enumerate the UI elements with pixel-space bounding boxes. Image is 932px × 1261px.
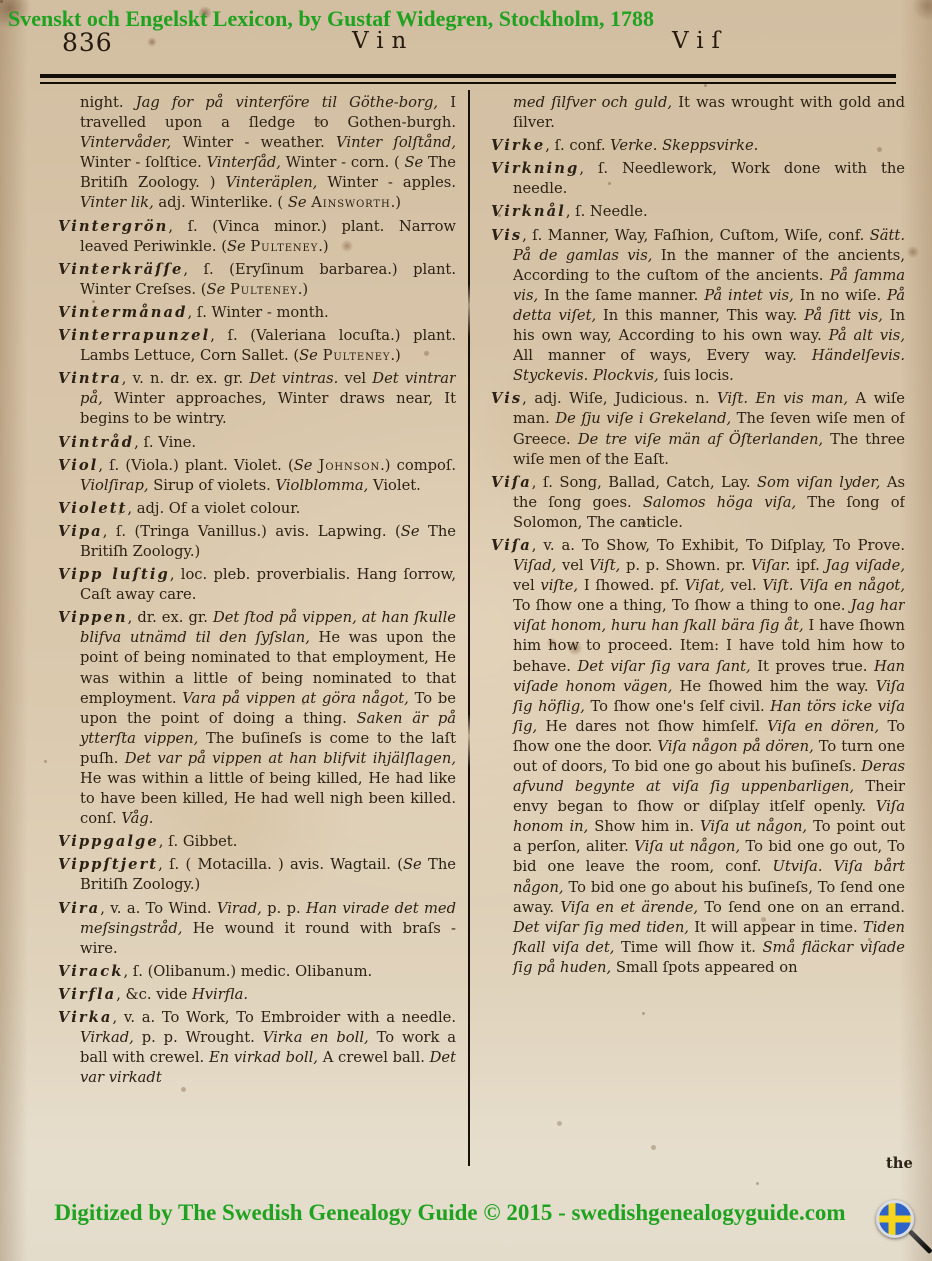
swedish-flag-lens: [876, 1200, 914, 1238]
dictionary-entry: Virack, ſ. (Olibanum.) medic. Olibanum.: [58, 962, 373, 980]
dictionary-entry: Virknål, ſ. Needle.: [491, 203, 648, 221]
dictionary-entry: Vintergrön, ſ. (Vinca minor.) plant. Narrow leaved Periwinkle. (Se Pulteney.): [58, 217, 456, 255]
dictionary-entry: Vipp luſtig, loc. pleb. proverbialis. Hang ſorrow, Caſt away care.: [58, 566, 456, 604]
right-column: [491, 93, 905, 1165]
dictionary-entry: Viſa, v. a. To Show, To Exhibit, To Diſplay, To Prove. Viſad, vel Viſt, p. p. Shown. pr. Viſar. ipf. Jag viſade, vel viſte, I ſhowed. pf. Viſat, vel. Viſt. Viſa en något, To ſhow one a thing, To ſhow a thing to one. Jag har viſat honom, huru han ſkall bära ſig åt, I have ſhown him how to proceed. Item: I have told him how to behave. Det viſar ſig vara ſant, It proves true. Han viſade honom vägen, He ſhowed him the way. Viſa ſig höflig, To ſhow one's ſelf civil. Han törs icke viſa ſig, He dares not ſhow himſelf. Viſa en dören, To ſhow one the door. Viſa någon på dören, To turn one out of doors, To bid one go about his buſineſs. Deras afvund begynte at viſa ſig uppenbarligen, Their envy began to ſhow or diſplay itſelf openly. Viſa honom in, Show him in. Viſa ut någon, To point out a perſon, aliter. Viſa ut någon, To bid one go out, To bid one leave the room, conf. Utviſa. Viſa bårt någon, To bid one go about his buſineſs, To ſend one away. Viſa en et ärende, To ſend one on an errand. Det viſar ſig med tiden, It will appear in time. Tiden ſkall viſa det, Time will ſhow it. Små fläckar viſade ſig på huden, Small ſpots appeared on: [491, 536, 905, 976]
dictionary-entry: Vinterkräſſe, ſ. (Eryſinum barbarea.) plant. Winter Creſses. (Se Pulteney.): [58, 260, 456, 298]
column-divider-rule: [468, 90, 470, 1166]
dictionary-entry: Vippgalge, ſ. Gibbet.: [58, 833, 238, 851]
dictionary-entry: Viol, ſ. (Viola.) plant. Violet. (Se Johnson.) compoſ. Violſirap, Sirup of violets. Violblomma, Violet.: [58, 456, 456, 494]
paper-specks: [0, 0, 3, 3]
page-number: 836: [62, 28, 113, 57]
dictionary-entry: Vintråd, ſ. Vine.: [58, 433, 197, 451]
dictionary-entry: Vis, adj. Wiſe, Judicious. n. Viſt. En vis man, A wiſe man. De ſju viſe i Grekeland, The ſeven wiſe men of Greece. De tre viſe män af Öſterlanden, The three wiſe men of the Eaſt.: [491, 390, 905, 468]
dictionary-entry: Virka, v. a. To Work, To Embroider with a needle. Virkad, p. p. Wrought. Virka en boll, To work a ball with crewel. En virkad boll, A crewel ball. Det var virkadt: [58, 1009, 456, 1087]
dictionary-entry: Vis, ſ. Manner, Way, Faſhion, Cuſtom, Wiſe, conf. Sätt. På de gamlas vis, In the manner of the ancients, According to the cuſtom of the ancients. På ſamma vis, In the ſame manner. På intet vis, In no wiſe. På detta viſet, In this manner, This way. På ſitt vis, In his own way, According to his own way. På alt vis, All manner of ways, Every way. Händelſevis. Styckevis. Plockvis, ſuis locis.: [491, 226, 905, 385]
dictionary-entry: Vipa, ſ. (Tringa Vanillus.) avis. Lapwing. (Se The Britiſh Zoology.): [58, 522, 456, 560]
running-head-right: Viſ: [672, 28, 729, 54]
dictionary-entry: Vintermånad, ſ. Winter - month.: [58, 303, 329, 321]
dictionary-entry: Vira, v. a. To Wind. Virad, p. p. Han virade det med meſsingstråd, He wound it round with braſs - wire.: [58, 899, 456, 957]
magnifier-handle: [908, 1229, 932, 1254]
dictionary-entry: Virfla, &c. vide Hvirfla.: [58, 985, 248, 1003]
dictionary-entry: med ſilfver och guld, It was wrought with gold and ſilver.: [513, 94, 905, 132]
dictionary-entry: Vippen, dr. ex. gr. Det ſtod på vippen, at han ſkulle blifva utnämd til den ſyſslan, He was upon the point of being nominated to that employment, He was within a little of being nominated to that employment. Vara på vippen at göra något, To be upon the point of doing a thing. Saken är på ytterſta vippen, The buſineſs is come to the laſt puſh. Det var på vippen at han blifvit ihjälſlagen, He was within a little of being killed, He had like to have been killed, He had well nigh been killed. conſ. Våg.: [58, 609, 456, 828]
left-column: [58, 93, 456, 1165]
swedish-flag-magnifier-icon: [874, 1200, 932, 1261]
catchword: the: [886, 1155, 913, 1172]
dictionary-entry: night. Jag for på vinterföre til Göthe-borg, I travelled upon a ſledge to Gothen-burgh. Vintervåder, Winter - weather. Vinter ſolſtånd, Winter - ſolſtice. Vinterſåd, Winter - corn. ( Se The Britiſh Zoology. ) Vinteräplen, Winter - apples. Vinter lik, adj. Winterlike. ( Se Ainsworth.): [80, 94, 456, 212]
running-head-left: Vin: [352, 28, 415, 54]
dictionary-entry: Vinterrapunzel, ſ. (Valeriana locuſta.) plant. Lambs Lettuce, Corn Sallet. (Se Pulteney.): [58, 327, 456, 365]
dictionary-entry: Vippſtjert, ſ. ( Motacilla. ) avis. Wagtail. (Se The Britiſh Zoology.): [58, 856, 456, 894]
dictionary-entry: Virkning, ſ. Needlework, Work done with the needle.: [491, 160, 905, 198]
header-double-rule: [40, 74, 896, 84]
dictionary-entry: Violett, adj. Of a violet colour.: [58, 499, 301, 517]
dictionary-entry: Virke, ſ. conf. Verke. Skeppsvirke.: [491, 137, 759, 155]
digitization-credit-overlay: Digitized by The Swedish Genealogy Guide © 2015 - swedishgenealogyguide.com: [54, 1200, 846, 1225]
digitization-title-overlay: Svenskt och Engelskt Lexicon, by Gustaf Widegren, Stockholm, 1788: [8, 6, 655, 31]
dictionary-entry: Vintra, v. n. dr. ex. gr. Det vintras. vel Det vintrar på, Winter approaches, Winter draws near, It begins to be wintry.: [58, 370, 456, 428]
dictionary-entry: Viſa, ſ. Song, Ballad, Catch, Lay. Som viſan lyder, As the ſong goes. Salomos höga viſa, The ſong of Solomon, The canticle.: [491, 473, 905, 531]
